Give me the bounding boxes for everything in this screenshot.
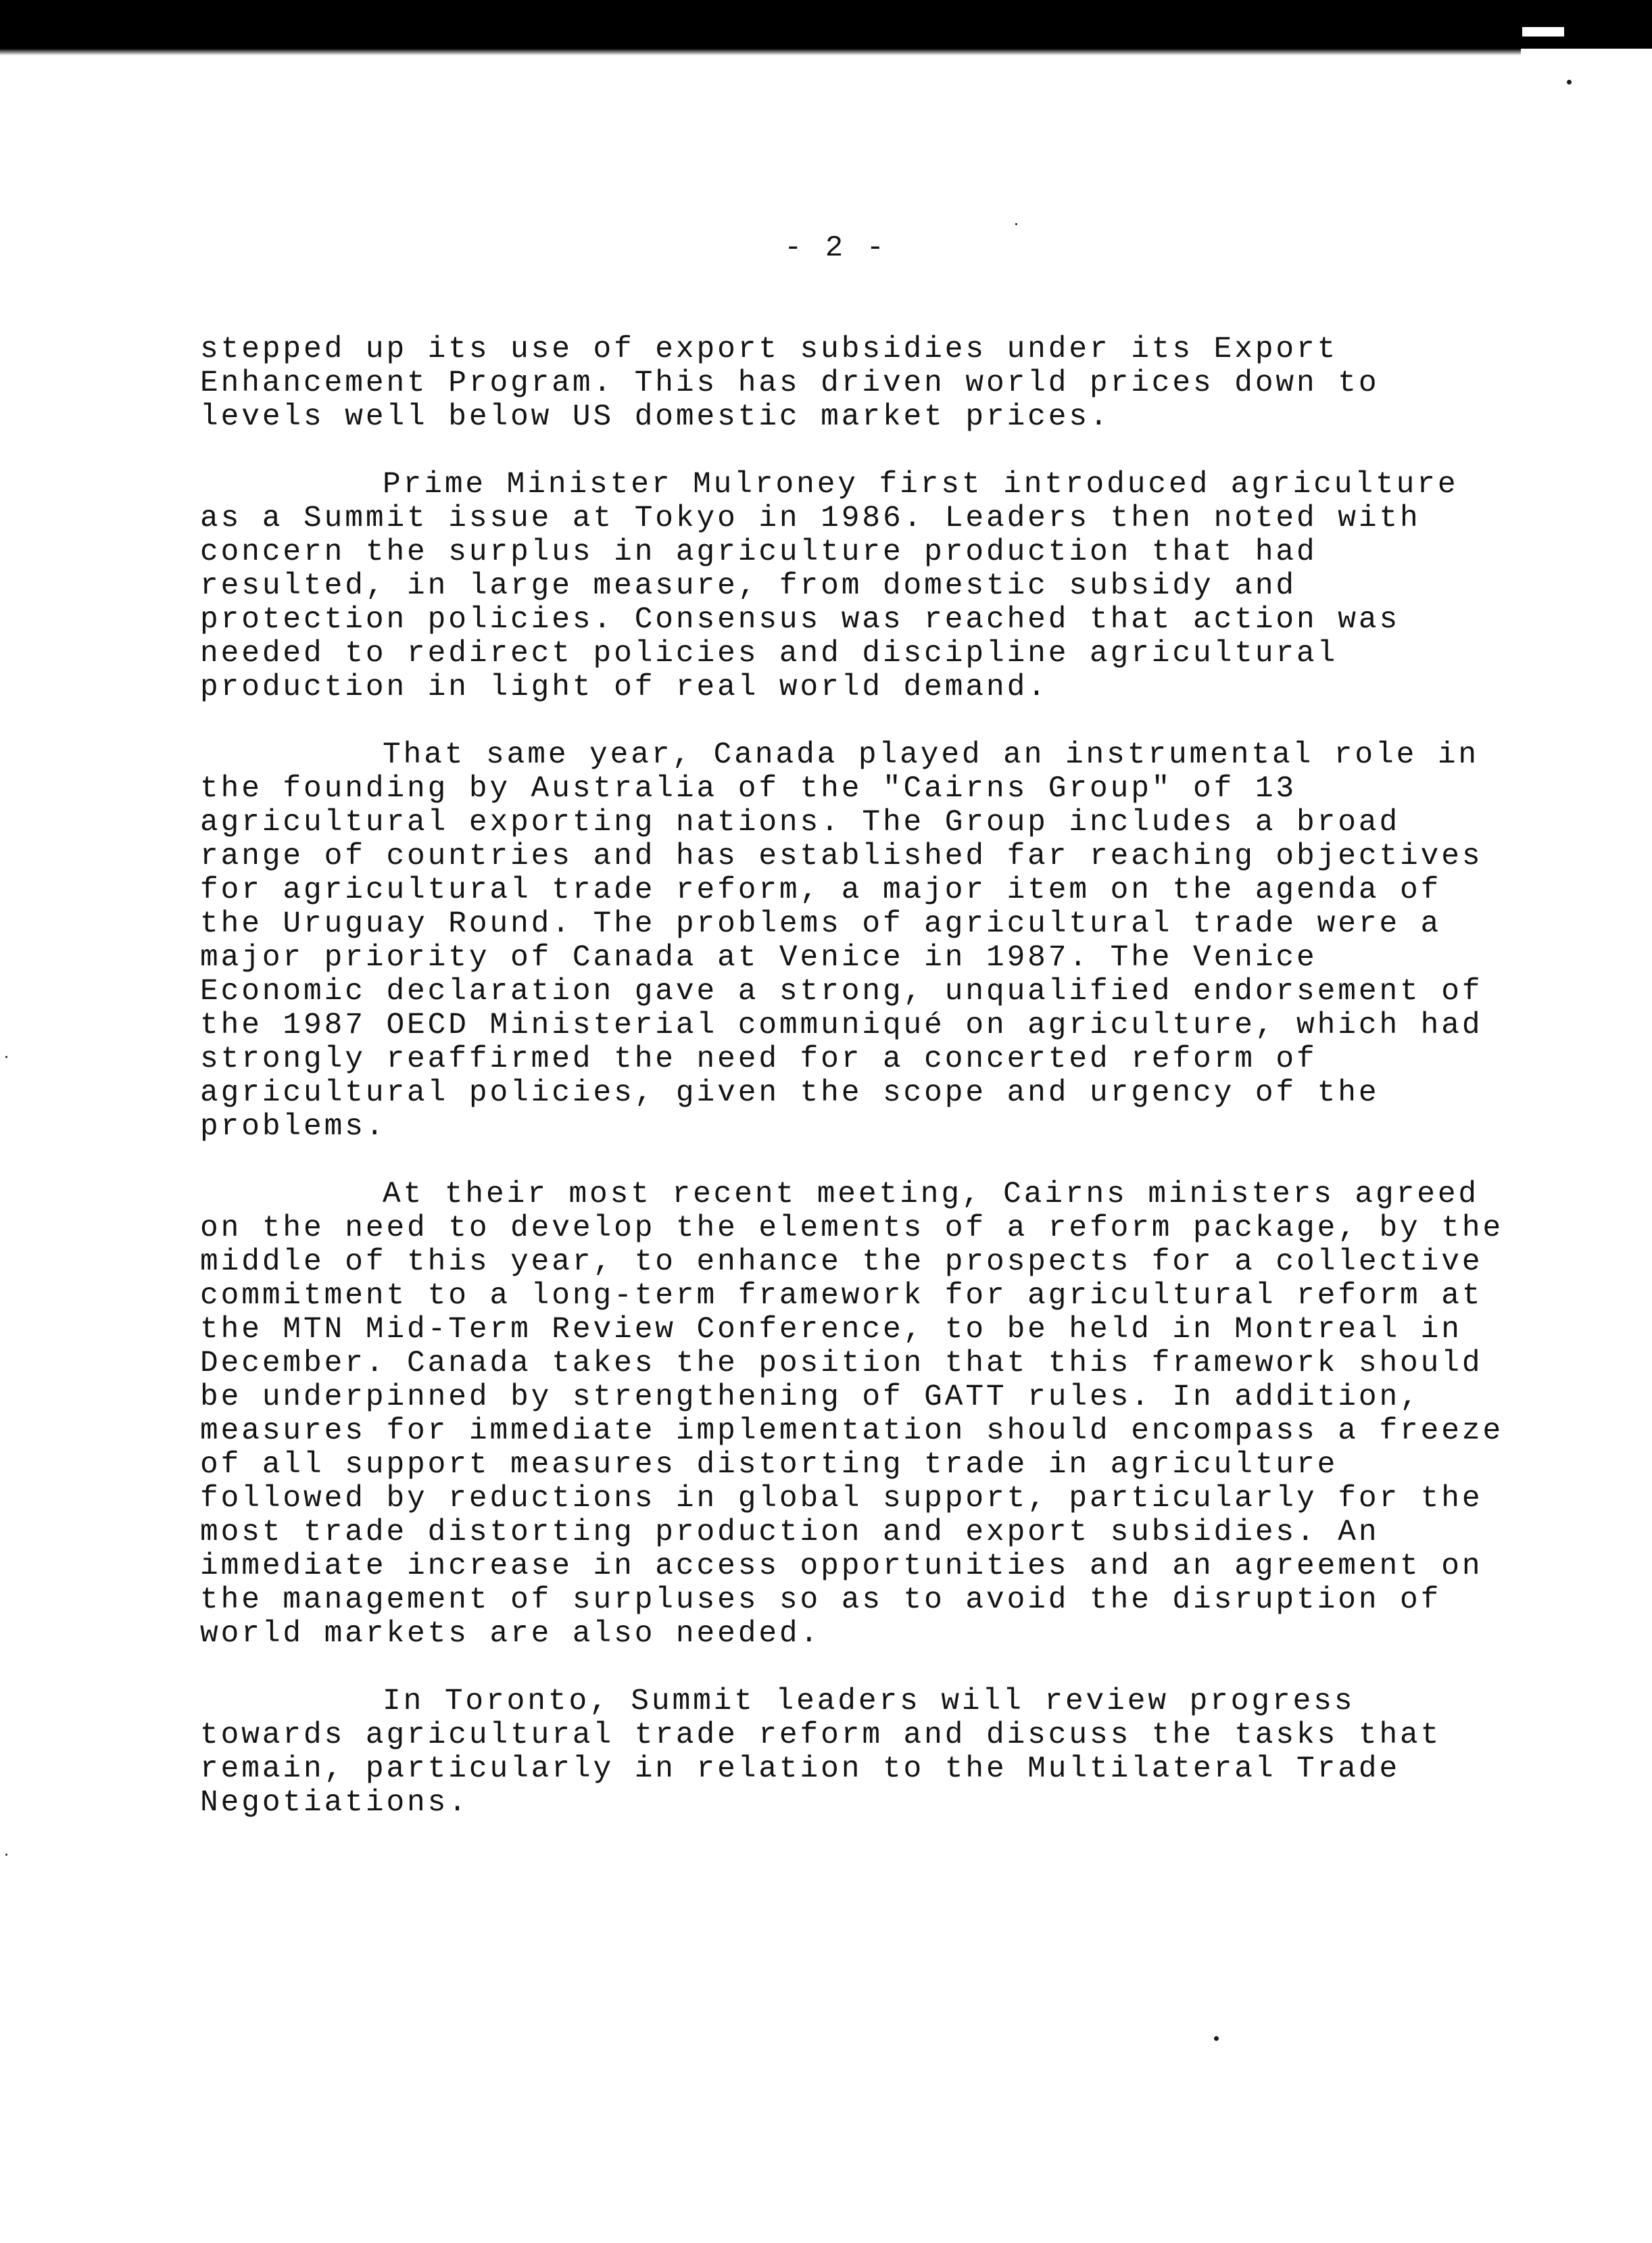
scan-speck	[1214, 2036, 1219, 2041]
scan-speck	[5, 1854, 7, 1856]
paragraph-continuation: stepped up its use of export subsidies under its Export Enhancement Program. This has driven world prices down to levels well below US domestic market prices.	[200, 333, 1380, 434]
scan-speck	[1567, 80, 1572, 85]
paragraph-cairns-group: That same year, Canada played an instrumental role in the founding by Australia of the "Cairns Group" of 13 agricultural exporting nations. The Group includes a broad range of countries and has established far reaching objectives for agricultural trade reform, a major item on the agenda of the Uruguay Round. The problems of agricultural trade were a major priority of Canada at Venice in 1987. The Venice Economic declaration gave a strong, unqualified endorsement of the 1987 OECD Ministerial communiqué on agriculture, which had strongly reaffirmed the need for a concerted reform of agricultural policies, given the scope and urgency of the problems.	[200, 738, 1483, 1144]
paragraph-tokyo-summit: Prime Minister Mulroney first introduced agriculture as a Summit issue at Tokyo in 1986. Leaders then noted with concern the surplus in agriculture production that had resulted, in large measure, from domestic subsidy and protection policies. Consensus was reached that action was needed to redirect policies and discipline agricultural production in light of real world demand.	[200, 468, 1459, 704]
scan-speck	[5, 1056, 7, 1058]
scan-edge-mark	[1522, 27, 1564, 37]
letter-body	[200, 333, 1559, 1854]
scan-speck	[1015, 223, 1017, 225]
scan-top-border	[0, 0, 1652, 49]
scan-top-border-shadow	[0, 49, 1521, 55]
paragraph-toronto: In Toronto, Summit leaders will review progress towards agricultural trade reform and discuss the tasks that remain, particularly in relation to the Multilateral Trade Negotiations.	[200, 1685, 1442, 1820]
paragraph-cairns-ministers: At their most recent meeting, Cairns ministers agreed on the need to develop the elements of a reform package, by the middle of this year, to enhance the prospects for a collective commitment to a long-term framework for agricultural reform at the MTN Mid-Term Review Conference, to be held in Montreal in December. Canada takes the position that this framework should be underpinned by strengthening of GATT rules. In addition, measures for immediate implementation should encompass a freeze of all support measures distorting trade in agriculture followed by reductions in global support, particularly for the most trade distorting production and export subsidies. An immediate increase in access opportunities and an agreement on the management of surpluses so as to avoid the disruption of world markets are also needed.	[200, 1178, 1504, 1651]
page-number: - 2 -	[784, 231, 888, 265]
